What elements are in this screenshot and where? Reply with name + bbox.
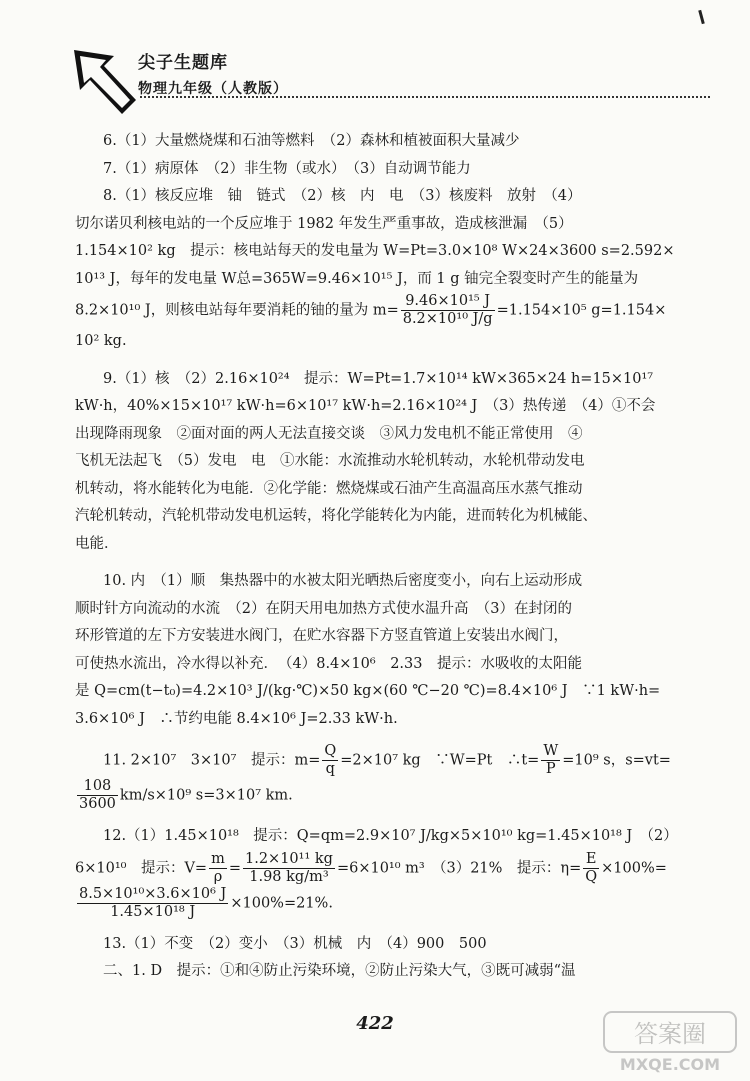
formula-text: 6×10¹⁰ 提示：V= <box>75 860 208 876</box>
formula-text: =6×10¹⁰ m³ （3）21% 提示：η= <box>336 860 582 876</box>
fraction-numerator: E <box>583 851 599 869</box>
fraction-numerator: 1.2×10¹¹ kg <box>244 850 333 867</box>
fraction <box>209 851 227 886</box>
answer-9-line3: 出现降雨现象 ②面对面的两人无法直接交谈 ③风力发电机不能正常使用 ④ <box>75 425 583 442</box>
answer-12-line3 <box>75 886 675 921</box>
answer-9-line5: 机转动，将水能转化为电能．②化学能：燃烧煤或石油产生高温高压水蒸气推动 <box>75 480 583 497</box>
fraction-denominator: 8.2×10¹⁰ J/g <box>402 311 493 327</box>
answer-8-line6: 10² kg. <box>75 333 127 349</box>
answer-9-line4: 飞机无法起飞 （5）发电 电 ①水能：水流推动水轮机转动，水轮机带动发电 <box>75 453 585 469</box>
answer-8-line3: 1.154×10² kg 提示：核电站每天的发电量为 W=Pt=3.0×10⁸ W×24×3600 s=2.592× <box>75 243 675 259</box>
watermark-url: MXQE.COM <box>619 1055 721 1074</box>
fraction-denominator: P <box>545 761 556 777</box>
formula-text: ×100%=21%. <box>230 895 333 911</box>
formula-text: 11. 2×10⁷ 3×10⁷ 提示：m= <box>103 752 321 769</box>
answer-6: 6.（1）大量燃烧煤和石油等燃料 （2）森林和植被面积大量减少 <box>103 133 520 149</box>
answer-9-line7: 电能． <box>75 535 119 552</box>
fraction-numerator: Q <box>324 743 337 759</box>
corner-mark <box>698 10 705 24</box>
watermark-text: 答案圈 <box>634 1020 706 1048</box>
formula-text: =2×10⁷ kg ∵W=Pt ∴t= <box>340 752 540 769</box>
answer-10-line1: 10. 内 （1）顺 集热器中的水被太阳光晒热后密度变小，向右上运动形成 <box>103 573 583 589</box>
answer-11-line1 <box>75 743 675 778</box>
answer-9-line1: 9.（1）核 （2）2.16×10²⁴ 提示：W=Pt=1.7×10¹⁴ kW×365×24 h=15×10¹⁷ <box>103 370 654 387</box>
answer-8-line4: 10¹³ J，每年的发电量 W总=365W=9.46×10¹⁵ J，而 1 g 铀完全裂变时产生的能量为 <box>75 270 639 287</box>
answer-7: 7.（1）病原体 （2）非生物（或水） （3）自动调节能力 <box>103 160 471 177</box>
fraction <box>322 743 338 778</box>
answer-9-line2: kW·h，40%×15×10¹⁷ kW·h=6×10¹⁷ kW·h=2.16×10²⁴ J （3）热传递 （4）①不会 <box>75 398 656 414</box>
formula-text: = <box>228 860 241 876</box>
watermark-logo <box>600 1010 740 1076</box>
fraction <box>541 743 560 778</box>
answer-9-line6: 汽轮机转动，汽轮机带动发电机运转，将化学能转化为内能，进而转化为机械能、 <box>75 508 597 524</box>
answer-10-line3: 环形管道的左下方安装进水阀门，在贮水容器下方竖直管道上安装出水阀门， <box>75 628 568 644</box>
book-subtitle: 物理九年级（人教版） <box>138 81 288 97</box>
fraction-denominator: 1.45×10¹⁸ J <box>110 903 196 920</box>
answer-12-line1: 12.（1）1.45×10¹⁸ 提示：Q=qm=2.9×10⁷ J/kg×5×10¹⁰ kg=1.45×10¹⁸ J （2） <box>103 828 678 844</box>
formula-text: =10⁹ s，s=vt= <box>562 752 671 769</box>
formula-text: =1.154×10⁵ g=1.154× <box>496 302 667 319</box>
book-brand: 尖子生题库 <box>138 53 228 73</box>
answer-12-line2 <box>75 851 675 886</box>
formula-text: km/s×10⁹ s=3×10⁷ km. <box>119 787 293 804</box>
fraction-numerator: m <box>211 850 225 867</box>
fraction-numerator: 8.5×10¹⁰×3.6×10⁶ J <box>79 885 227 902</box>
answer-10-line4: 可使热水流出，冷水得以补充． （4）8.4×10⁶ 2.33 提示：水吸收的太阳能 <box>75 655 582 672</box>
answer-10-line5: 是 Q=cm(t−t₀)=4.2×10³ J/(kg·℃)×50 kg×(60 ℃−20 ℃)=8.4×10⁶ J ∵1 kW·h= <box>75 683 661 699</box>
fraction <box>77 778 118 813</box>
fraction-numerator: 108 <box>77 778 118 796</box>
answer-10-line2: 顺时针方向流动的水流 （2）在阴天用电加热方式使水温升高 （3）在封闭的 <box>75 600 572 617</box>
fraction <box>583 851 599 886</box>
fraction-numerator: 9.46×10¹⁵ J <box>401 293 495 311</box>
formula-text: ×100%= <box>601 860 667 876</box>
answer-8-line1: 8.（1）核反应堆 铀 链式 （2）核 内 电 （3）核废料 放射 （4） <box>103 188 582 204</box>
fraction <box>77 886 228 921</box>
answer-8-line2: 切尔诺贝利核电站的一个反应堆于 1982 年发生严重事故，造成核泄漏 （5） <box>75 215 573 232</box>
answer-8-line5 <box>75 293 675 328</box>
fraction-denominator: Q <box>585 868 598 885</box>
running-header <box>70 40 710 120</box>
answer-13: 13.（1）不变 （2）变小 （3）机械 内 （4）900 500 <box>103 935 487 952</box>
answer-body <box>75 128 678 986</box>
fraction-numerator: W <box>543 743 559 759</box>
arrow-logo-icon <box>70 46 138 120</box>
formula-text: 8.2×10¹⁰ J，则核电站每年要消耗的铀的量为 m= <box>75 302 399 319</box>
fraction <box>243 851 335 886</box>
fraction-denominator: 3600 <box>79 796 116 812</box>
fraction <box>401 293 495 328</box>
fraction-denominator: ρ <box>213 868 223 885</box>
header-divider <box>140 96 710 98</box>
fraction-denominator: 1.98 kg/m³ <box>249 868 329 885</box>
fraction-denominator: q <box>325 761 335 777</box>
page-number: 422 <box>356 1013 394 1034</box>
answer-11-line2 <box>75 778 675 813</box>
answer-10-line6: 3.6×10⁶ J ∴节约电能 8.4×10⁶ J=2.33 kW·h. <box>75 710 398 727</box>
section-2-answer-1: 二、1. D 提示：①和④防止污染环境，②防止污染大气，③既可减弱“温 <box>103 963 576 979</box>
